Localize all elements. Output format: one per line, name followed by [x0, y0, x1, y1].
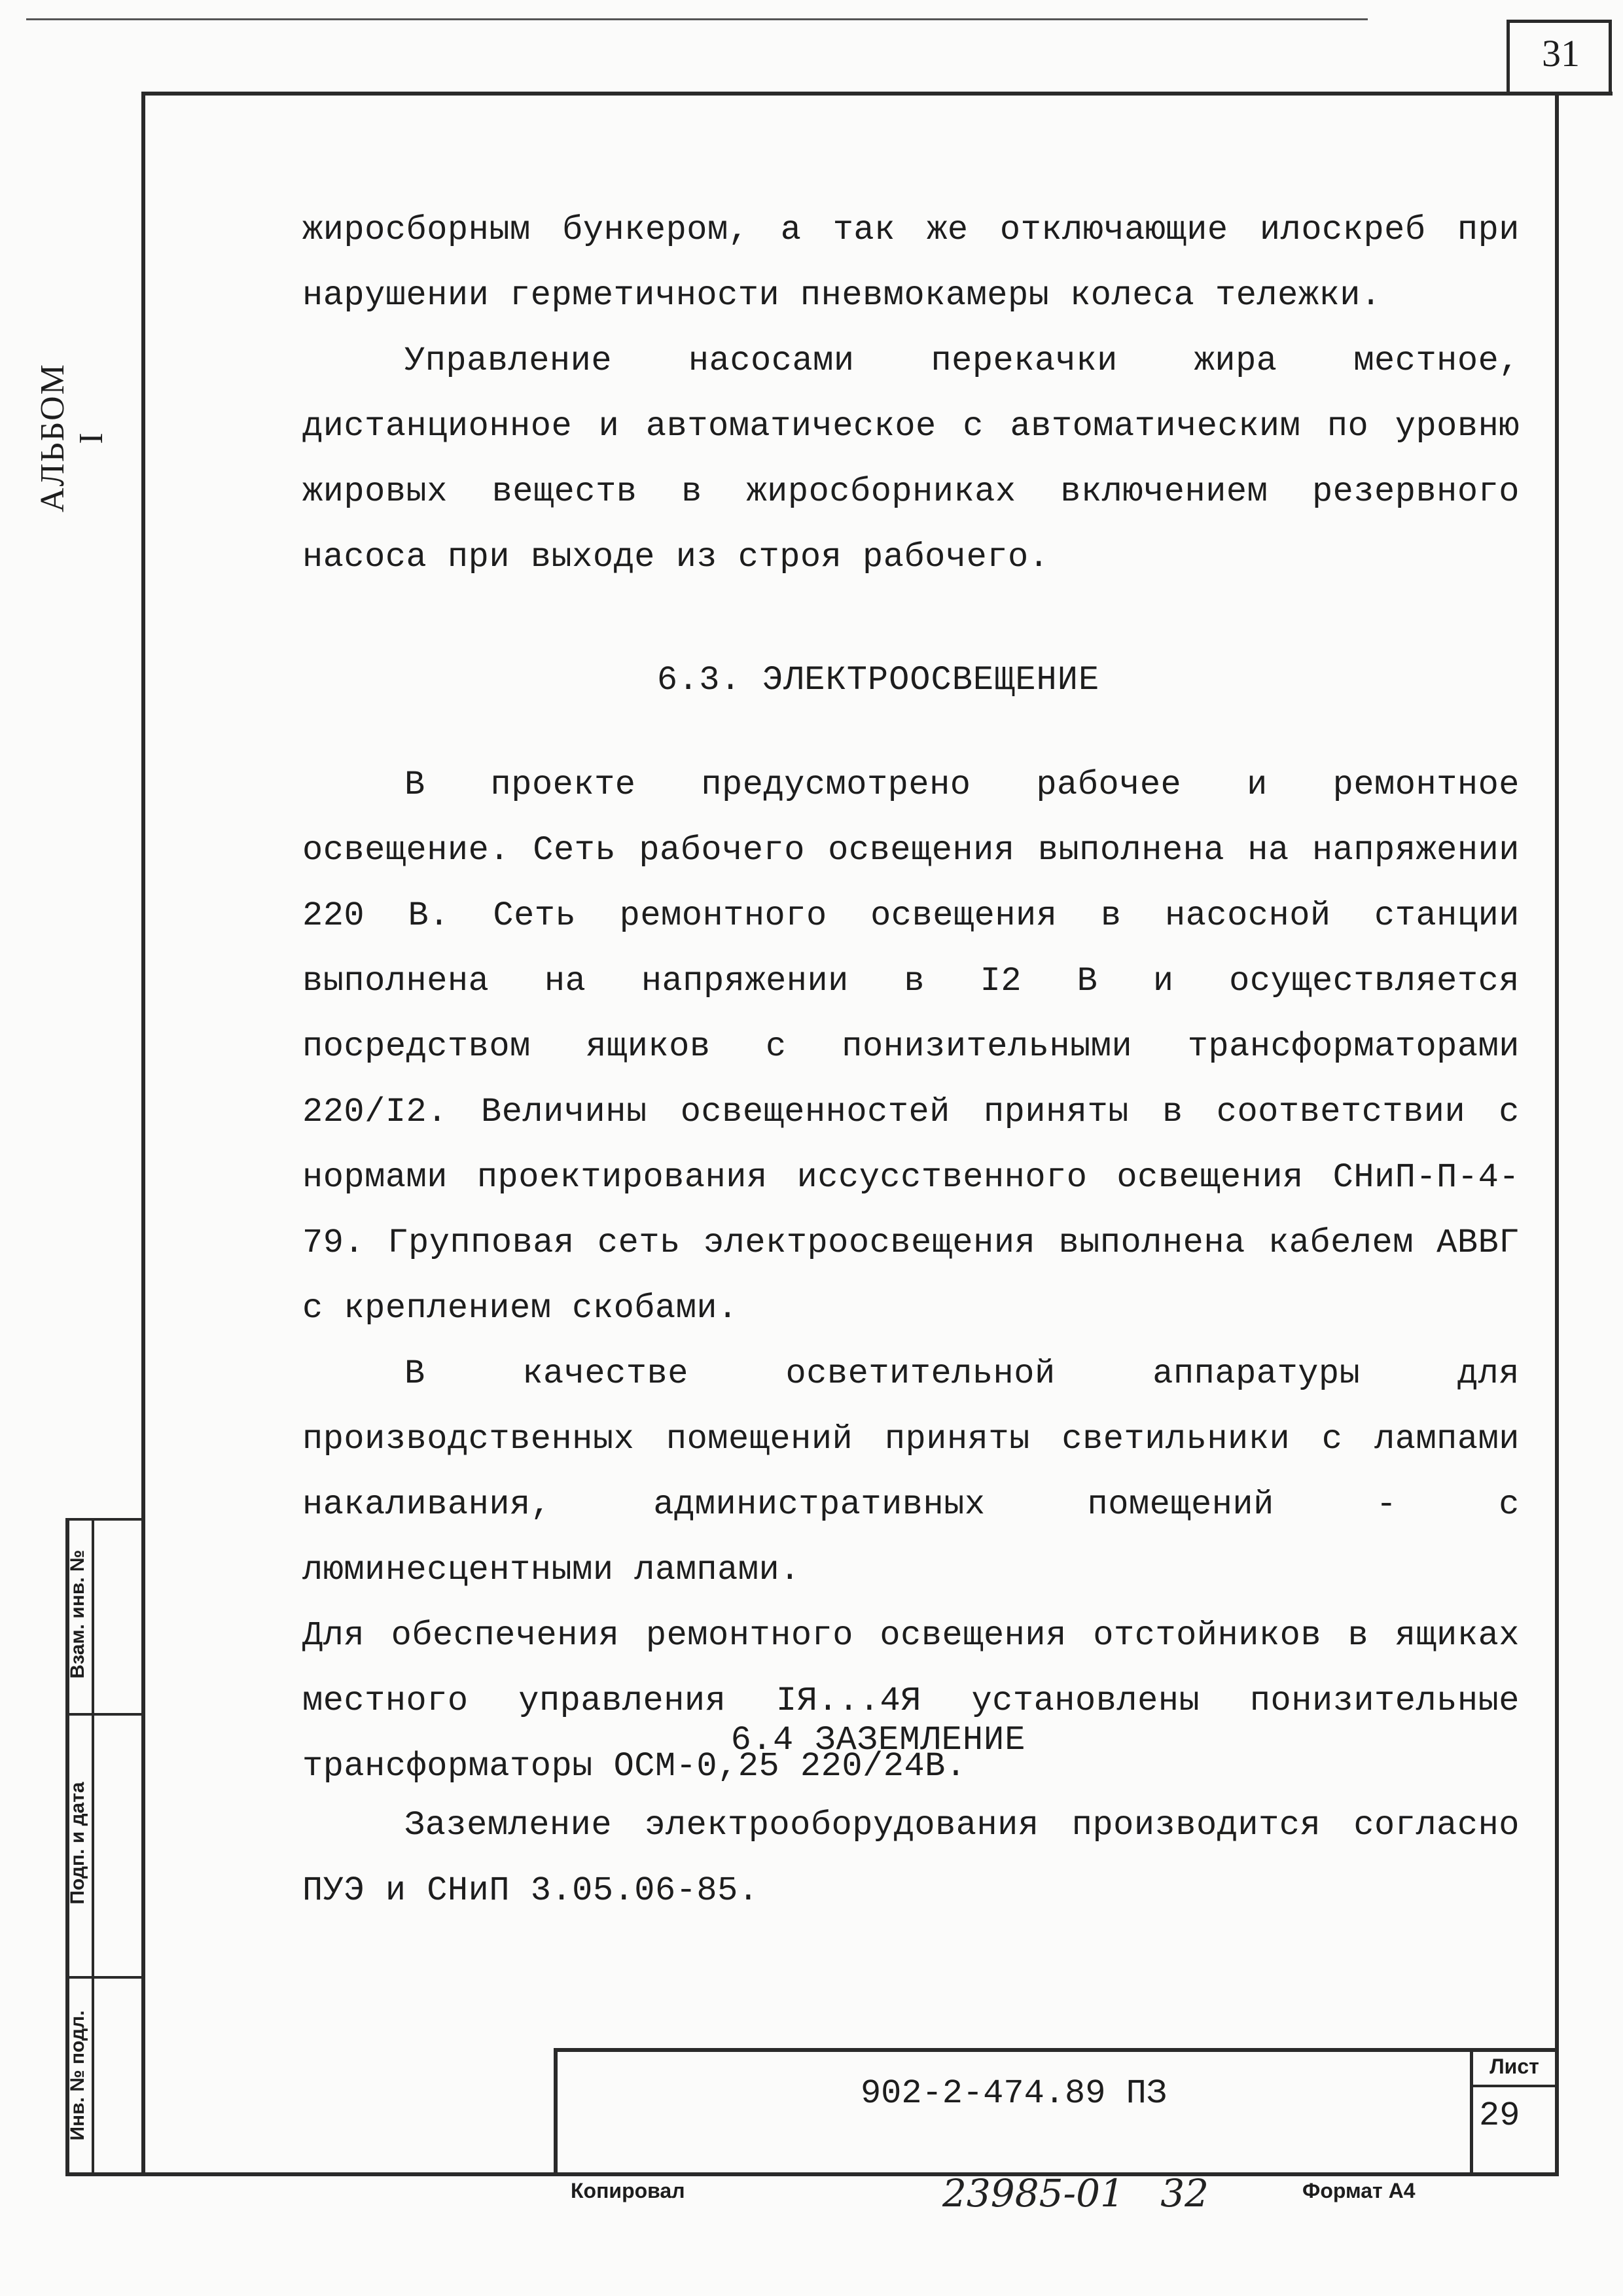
paragraph: Управление насосами перекачки жира местное, дистанционное и автоматическое с автоматическим по уровню жировых веществ в жиросборниках включением резервного насоса при выходе из строя рабочего.	[302, 342, 1520, 576]
document-body	[302, 198, 1520, 590]
frame-bottom	[65, 2172, 1559, 2176]
inv-podl-label: Инв. № подл.	[67, 2010, 88, 2141]
paragraph: жиросборным бункером, а так же отключающие илоскреб при нарушении герметичности пневмокамеры колеса тележки.	[302, 211, 1520, 315]
section-heading-6-4: 6.4 ЗАЗЕМЛЕНИЕ	[730, 1721, 1026, 1759]
vzam-inv-label: Взам. инв. №	[67, 1549, 88, 1679]
paragraph: Заземление электрооборудования производится согласно ПУЭ и СНиП 3.05.06-85.	[302, 1806, 1520, 1910]
doc-code: 902-2-474.89 ПЗ	[860, 2074, 1168, 2113]
page-number: 31	[1542, 32, 1580, 75]
album-label: АЛЬБОМ I	[34, 363, 110, 512]
section-heading-6-3: 6.3. ЭЛЕКТРООСВЕЩЕНИЕ	[656, 661, 1100, 699]
podp-data-label: Подп. и дата	[67, 1782, 88, 1905]
section-6-3-body	[302, 752, 1520, 1799]
format-label: Формат А4	[1302, 2179, 1416, 2202]
paragraph: Для обеспечения ремонтного освещения отстойников в ящиках местного управления IЯ...4Я установлены понизительные трансформаторы ОСМ-0,25 220/24В.	[302, 1616, 1520, 1786]
copied-label: Копировал	[571, 2179, 685, 2202]
section-6-4-body	[302, 1793, 1520, 1924]
frame-top	[141, 92, 1613, 96]
frame-left	[141, 92, 145, 2176]
sheet-label: Лист	[1489, 2055, 1539, 2078]
handwritten-number: 23985-01 32	[942, 2171, 1209, 2216]
sheet-number: 29	[1479, 2096, 1520, 2135]
frame-right	[1555, 92, 1559, 2176]
paragraph: В проекте предусмотрено рабочее и ремонтное освещение. Сеть рабочего освещения выполнена на напряжении 220 В. Сеть ремонтного освещения в насосной станции выполнена на напряжении в I2 В и осуществляется посредством ящиков с понизительными трансформаторами 220/I2. Величины освещенностей приняты в соответствии с нормами проектирования иссусственного освещения СНиП-П-4-79. Групповая сеть электроосвещения выполнена кабелем АВВГ с креплением скобами.	[302, 766, 1520, 1328]
paragraph: В качестве осветительной аппаратуры для производственных помещений приняты светильники с лампами накаливания, административных помещений - с люминесцентными лампами.	[302, 1354, 1520, 1589]
